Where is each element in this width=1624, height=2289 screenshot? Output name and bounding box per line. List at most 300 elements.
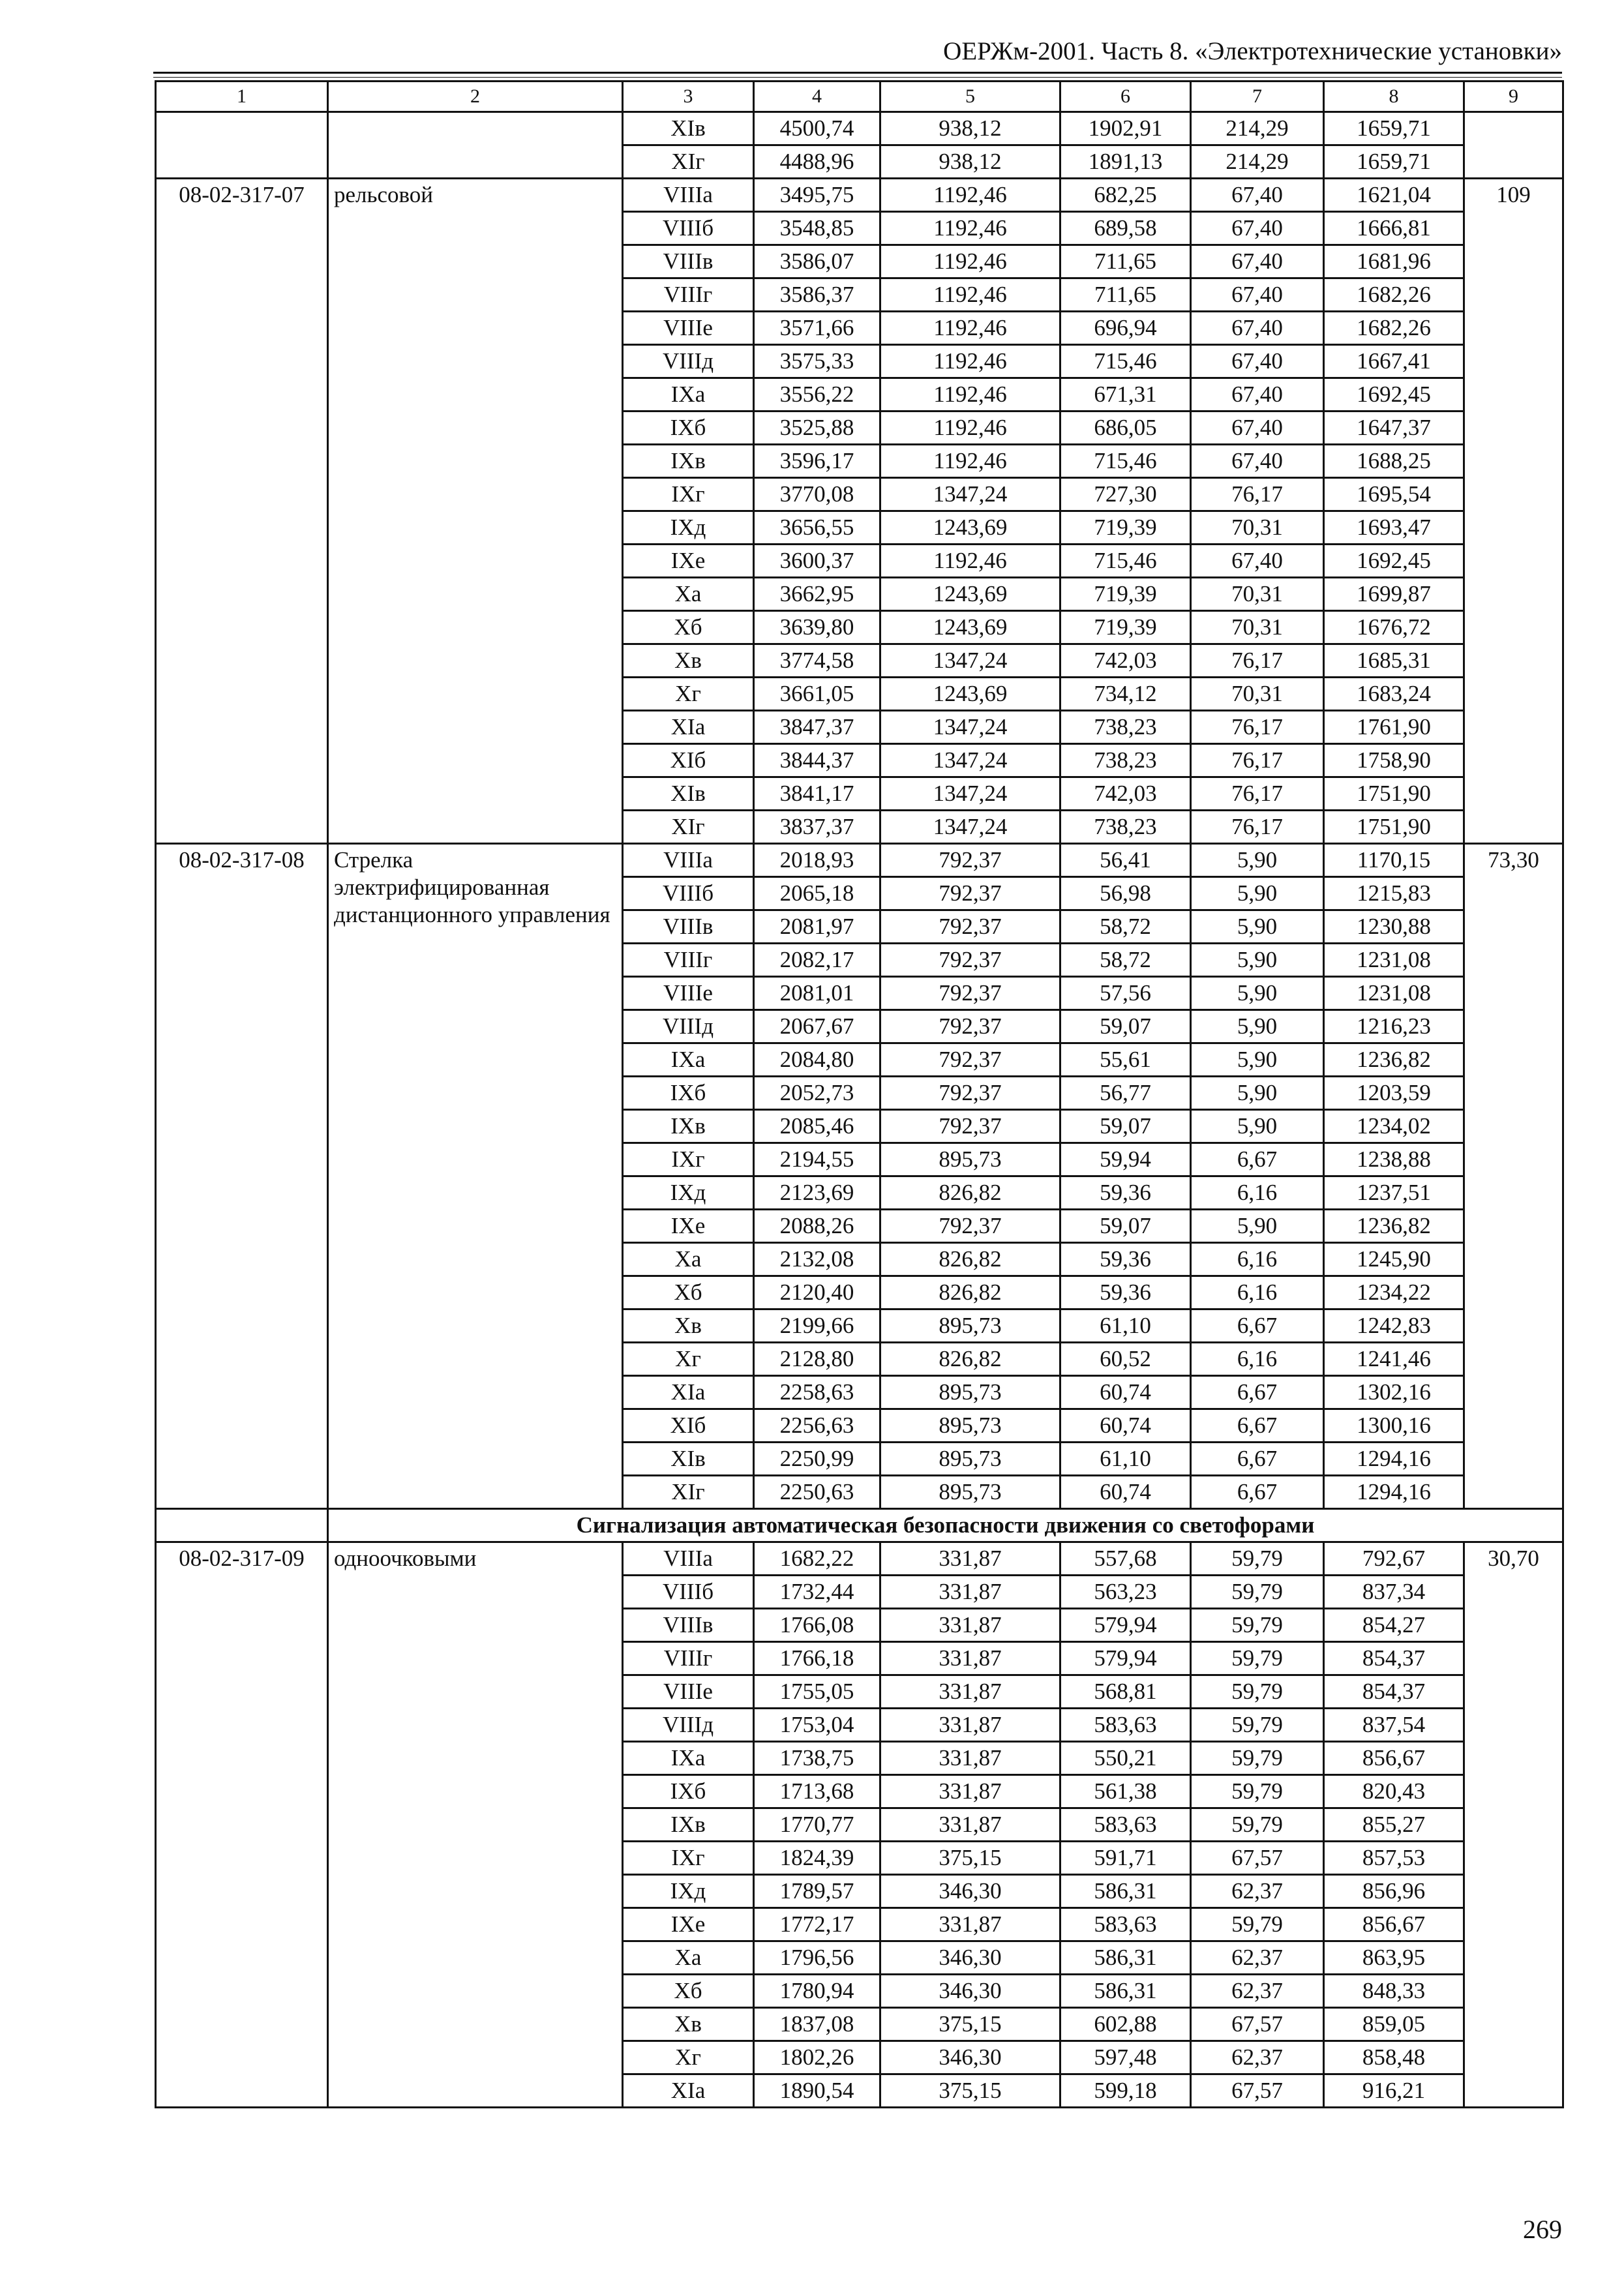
value-cell: 792,37 <box>880 844 1060 877</box>
value-cell: 857,53 <box>1324 1842 1464 1875</box>
value-cell: 59,79 <box>1191 1642 1324 1675</box>
value-cell: 3837,37 <box>754 811 880 844</box>
value-cell: 859,05 <box>1324 2008 1464 2041</box>
value-cell: 3525,88 <box>754 411 880 445</box>
value-cell: 1766,08 <box>754 1609 880 1642</box>
zone-cell: IXб <box>623 411 754 445</box>
value-cell: 1902,91 <box>1060 112 1191 145</box>
zone-cell: XIа <box>623 2074 754 2108</box>
value-cell: 67,40 <box>1191 278 1324 312</box>
zone-cell: VIIIа <box>623 179 754 212</box>
value-cell: 4500,74 <box>754 112 880 145</box>
value-cell: 1621,04 <box>1324 179 1464 212</box>
value-cell: 561,38 <box>1060 1775 1191 1808</box>
rates-table <box>155 80 1564 2108</box>
value-cell: 1692,45 <box>1324 545 1464 578</box>
value-cell: 826,82 <box>880 1243 1060 1276</box>
value-cell: 70,31 <box>1191 611 1324 644</box>
value-cell: 76,17 <box>1191 644 1324 678</box>
value-cell: 895,73 <box>880 1409 1060 1443</box>
value-cell: 58,72 <box>1060 910 1191 944</box>
work-name-cell: Стрелка электрифицированная дистанционного управления <box>328 844 623 1509</box>
value-cell: 2081,97 <box>754 910 880 944</box>
value-cell: 738,23 <box>1060 744 1191 777</box>
value-cell: 3847,37 <box>754 711 880 744</box>
value-cell: 2088,26 <box>754 1210 880 1243</box>
value-cell: 70,31 <box>1191 578 1324 611</box>
rate-code-cell: 08-02-317-08 <box>156 844 328 1509</box>
value-cell: 60,74 <box>1060 1476 1191 1509</box>
value-cell: 2084,80 <box>754 1043 880 1077</box>
value-cell: 331,87 <box>880 1742 1060 1775</box>
value-cell: 67,40 <box>1191 445 1324 478</box>
value-cell: 331,87 <box>880 1576 1060 1609</box>
value-cell: 1732,44 <box>754 1576 880 1609</box>
column-number-row <box>156 82 1563 112</box>
zone-cell: VIIIв <box>623 1609 754 1642</box>
value-cell: 1766,18 <box>754 1642 880 1675</box>
rate-code-cell: 08-02-317-07 <box>156 179 328 844</box>
value-cell: 696,94 <box>1060 312 1191 345</box>
value-cell: 60,52 <box>1060 1343 1191 1376</box>
rate-code-cell: 08-02-317-09 <box>156 1542 328 2108</box>
zone-cell: IXе <box>623 1210 754 1243</box>
zone-cell: XIг <box>623 811 754 844</box>
zone-cell: VIIIв <box>623 910 754 944</box>
value-cell: 792,67 <box>1324 1542 1464 1576</box>
value-cell: 2250,99 <box>754 1443 880 1476</box>
column-number: 6 <box>1060 82 1191 112</box>
value-cell: 1243,69 <box>880 678 1060 711</box>
value-cell: 1802,26 <box>754 2041 880 2074</box>
value-cell: 583,63 <box>1060 1808 1191 1842</box>
value-cell: 711,65 <box>1060 245 1191 278</box>
value-cell: 76,17 <box>1191 744 1324 777</box>
value-cell: 3770,08 <box>754 478 880 511</box>
value-cell: 331,87 <box>880 1675 1060 1709</box>
value-cell: 3841,17 <box>754 777 880 811</box>
value-cell: 568,81 <box>1060 1675 1191 1709</box>
value-cell: 1751,90 <box>1324 777 1464 811</box>
value-cell: 602,88 <box>1060 2008 1191 2041</box>
value-cell: 6,16 <box>1191 1176 1324 1210</box>
value-cell: 1231,08 <box>1324 944 1464 977</box>
value-cell: 1347,24 <box>880 478 1060 511</box>
value-cell: 3844,37 <box>754 744 880 777</box>
zone-cell: IXб <box>623 1775 754 1808</box>
value-cell: 6,67 <box>1191 1376 1324 1409</box>
zone-cell: IXд <box>623 511 754 545</box>
value-cell: 1824,39 <box>754 1842 880 1875</box>
column-9-cell: 73,30 <box>1464 844 1563 1509</box>
value-cell: 1237,51 <box>1324 1176 1464 1210</box>
value-cell: 375,15 <box>880 1842 1060 1875</box>
value-cell: 1667,41 <box>1324 345 1464 378</box>
column-number: 2 <box>328 82 623 112</box>
zone-cell: VIIIг <box>623 1642 754 1675</box>
value-cell: 1695,54 <box>1324 478 1464 511</box>
value-cell: 1302,16 <box>1324 1376 1464 1409</box>
zone-cell: XIб <box>623 744 754 777</box>
zone-cell: Xв <box>623 2008 754 2041</box>
value-cell: 3556,22 <box>754 378 880 411</box>
value-cell: 2258,63 <box>754 1376 880 1409</box>
value-cell: 1890,54 <box>754 2074 880 2108</box>
value-cell: 848,33 <box>1324 1975 1464 2008</box>
value-cell: 1770,77 <box>754 1808 880 1842</box>
value-cell: 3548,85 <box>754 212 880 245</box>
zone-cell: IXг <box>623 1842 754 1875</box>
value-cell: 1761,90 <box>1324 711 1464 744</box>
value-cell: 1758,90 <box>1324 744 1464 777</box>
zone-cell: IXв <box>623 1808 754 1842</box>
value-cell: 3571,66 <box>754 312 880 345</box>
value-cell: 856,67 <box>1324 1742 1464 1775</box>
value-cell: 59,79 <box>1191 1609 1324 1642</box>
value-cell: 5,90 <box>1191 844 1324 877</box>
value-cell: 1647,37 <box>1324 411 1464 445</box>
zone-cell: IXе <box>623 545 754 578</box>
value-cell: 331,87 <box>880 1808 1060 1842</box>
work-name-cell: одноочковыми <box>328 1542 623 2108</box>
value-cell: 76,17 <box>1191 711 1324 744</box>
value-cell: 854,37 <box>1324 1642 1464 1675</box>
column-9-cell: 30,70 <box>1464 1542 1563 2108</box>
value-cell: 2199,66 <box>754 1309 880 1343</box>
value-cell: 938,12 <box>880 145 1060 179</box>
zone-cell: Xг <box>623 2041 754 2074</box>
value-cell: 59,79 <box>1191 1908 1324 1941</box>
value-cell: 858,48 <box>1324 2041 1464 2074</box>
value-cell: 59,79 <box>1191 1709 1324 1742</box>
value-cell: 62,37 <box>1191 2041 1324 2074</box>
value-cell: 557,68 <box>1060 1542 1191 1576</box>
value-cell: 895,73 <box>880 1309 1060 1343</box>
value-cell: 59,79 <box>1191 1675 1324 1709</box>
value-cell: 1693,47 <box>1324 511 1464 545</box>
zone-cell: Xа <box>623 578 754 611</box>
value-cell: 2018,93 <box>754 844 880 877</box>
value-cell: 346,30 <box>880 1975 1060 2008</box>
value-cell: 346,30 <box>880 1941 1060 1975</box>
value-cell: 1685,31 <box>1324 644 1464 678</box>
value-cell: 583,63 <box>1060 1908 1191 1941</box>
zone-cell: IXа <box>623 378 754 411</box>
value-cell: 2132,08 <box>754 1243 880 1276</box>
value-cell: 6,67 <box>1191 1143 1324 1176</box>
value-cell: 579,94 <box>1060 1609 1191 1642</box>
value-cell: 5,90 <box>1191 1077 1324 1110</box>
value-cell: 895,73 <box>880 1476 1060 1509</box>
value-cell: 583,63 <box>1060 1709 1191 1742</box>
value-cell: 70,31 <box>1191 678 1324 711</box>
zone-cell: IXг <box>623 478 754 511</box>
zone-cell: IXб <box>623 1077 754 1110</box>
value-cell: 331,87 <box>880 1709 1060 1742</box>
value-cell: 826,82 <box>880 1343 1060 1376</box>
section-heading: Сигнализация автоматическая безопасности движения со светофорами <box>328 1509 1563 1542</box>
value-cell: 599,18 <box>1060 2074 1191 2108</box>
value-cell: 682,25 <box>1060 179 1191 212</box>
value-cell: 3656,55 <box>754 511 880 545</box>
value-cell: 76,17 <box>1191 811 1324 844</box>
value-cell: 67,57 <box>1191 2074 1324 2108</box>
zone-cell: VIIIв <box>623 245 754 278</box>
value-cell: 3575,33 <box>754 345 880 378</box>
value-cell: 2085,46 <box>754 1110 880 1143</box>
section-heading-row <box>156 1509 1563 1542</box>
value-cell: 591,71 <box>1060 1842 1191 1875</box>
value-cell: 62,37 <box>1191 1975 1324 2008</box>
value-cell: 67,40 <box>1191 378 1324 411</box>
value-cell: 61,10 <box>1060 1309 1191 1343</box>
zone-cell: VIIIб <box>623 877 754 910</box>
value-cell: 1192,46 <box>880 212 1060 245</box>
value-cell: 1192,46 <box>880 278 1060 312</box>
value-cell: 1230,88 <box>1324 910 1464 944</box>
value-cell: 2081,01 <box>754 977 880 1010</box>
zone-cell: VIIIг <box>623 278 754 312</box>
value-cell: 792,37 <box>880 944 1060 977</box>
value-cell: 1238,88 <box>1324 1143 1464 1176</box>
value-cell: 5,90 <box>1191 1210 1324 1243</box>
value-cell: 711,65 <box>1060 278 1191 312</box>
value-cell: 6,67 <box>1191 1409 1324 1443</box>
zone-cell: IXд <box>623 1176 754 1210</box>
value-cell: 59,36 <box>1060 1176 1191 1210</box>
value-cell: 331,87 <box>880 1908 1060 1941</box>
value-cell: 1683,24 <box>1324 678 1464 711</box>
zone-cell: Xб <box>623 1975 754 2008</box>
value-cell: 727,30 <box>1060 478 1191 511</box>
zone-cell: IXе <box>623 1908 754 1941</box>
value-cell: 826,82 <box>880 1276 1060 1309</box>
value-cell: 856,67 <box>1324 1908 1464 1941</box>
value-cell: 1772,17 <box>754 1908 880 1941</box>
value-cell: 58,72 <box>1060 944 1191 977</box>
value-cell: 1192,46 <box>880 345 1060 378</box>
header-rule-thick <box>153 72 1562 74</box>
value-cell: 586,31 <box>1060 1941 1191 1975</box>
value-cell: 67,57 <box>1191 1842 1324 1875</box>
value-cell: 895,73 <box>880 1143 1060 1176</box>
value-cell: 837,54 <box>1324 1709 1464 1742</box>
value-cell: 3639,80 <box>754 611 880 644</box>
value-cell: 1347,24 <box>880 711 1060 744</box>
value-cell: 57,56 <box>1060 977 1191 1010</box>
value-cell: 76,17 <box>1191 478 1324 511</box>
value-cell: 56,41 <box>1060 844 1191 877</box>
value-cell: 3495,75 <box>754 179 880 212</box>
value-cell: 1347,24 <box>880 744 1060 777</box>
value-cell: 2250,63 <box>754 1476 880 1509</box>
value-cell: 60,74 <box>1060 1409 1191 1443</box>
value-cell: 59,79 <box>1191 1542 1324 1576</box>
value-cell: 59,07 <box>1060 1010 1191 1043</box>
value-cell: 792,37 <box>880 877 1060 910</box>
value-cell: 67,40 <box>1191 312 1324 345</box>
value-cell: 1241,46 <box>1324 1343 1464 1376</box>
zone-cell: VIIIе <box>623 312 754 345</box>
value-cell: 67,40 <box>1191 179 1324 212</box>
value-cell: 1192,46 <box>880 411 1060 445</box>
value-cell: 6,16 <box>1191 1343 1324 1376</box>
value-cell: 1659,71 <box>1324 112 1464 145</box>
rate-code-cell <box>156 112 328 179</box>
value-cell: 62,37 <box>1191 1941 1324 1975</box>
value-cell: 3661,05 <box>754 678 880 711</box>
value-cell: 346,30 <box>880 1875 1060 1908</box>
zone-cell: VIIIб <box>623 1576 754 1609</box>
value-cell: 346,30 <box>880 2041 1060 2074</box>
column-number: 1 <box>156 82 328 112</box>
value-cell: 1203,59 <box>1324 1077 1464 1110</box>
value-cell: 715,46 <box>1060 345 1191 378</box>
value-cell: 792,37 <box>880 1010 1060 1043</box>
value-cell: 1234,02 <box>1324 1110 1464 1143</box>
value-cell: 3662,95 <box>754 578 880 611</box>
value-cell: 1192,46 <box>880 179 1060 212</box>
value-cell: 1891,13 <box>1060 145 1191 179</box>
value-cell: 67,40 <box>1191 212 1324 245</box>
value-cell: 59,07 <box>1060 1110 1191 1143</box>
work-name-cell <box>328 112 623 179</box>
value-cell: 1236,82 <box>1324 1043 1464 1077</box>
zone-cell: Xг <box>623 1343 754 1376</box>
value-cell: 6,16 <box>1191 1276 1324 1309</box>
value-cell: 856,96 <box>1324 1875 1464 1908</box>
value-cell: 1692,45 <box>1324 378 1464 411</box>
value-cell: 820,43 <box>1324 1775 1464 1808</box>
value-cell: 1234,22 <box>1324 1276 1464 1309</box>
zone-cell: XIв <box>623 112 754 145</box>
value-cell: 1192,46 <box>880 245 1060 278</box>
value-cell: 2120,40 <box>754 1276 880 1309</box>
zone-cell: VIIIе <box>623 977 754 1010</box>
value-cell: 1682,22 <box>754 1542 880 1576</box>
value-cell: 1243,69 <box>880 578 1060 611</box>
value-cell: 59,79 <box>1191 1808 1324 1842</box>
value-cell: 719,39 <box>1060 578 1191 611</box>
value-cell: 59,94 <box>1060 1143 1191 1176</box>
zone-cell: Xб <box>623 611 754 644</box>
value-cell: 67,40 <box>1191 245 1324 278</box>
value-cell: 579,94 <box>1060 1642 1191 1675</box>
zone-cell: XIа <box>623 1376 754 1409</box>
value-cell: 895,73 <box>880 1443 1060 1476</box>
value-cell: 1170,15 <box>1324 844 1464 877</box>
value-cell: 67,57 <box>1191 2008 1324 2041</box>
table-row <box>156 844 1563 877</box>
value-cell: 67,40 <box>1191 345 1324 378</box>
value-cell: 375,15 <box>880 2074 1060 2108</box>
table-body <box>156 82 1563 2108</box>
zone-cell: Xб <box>623 1276 754 1309</box>
value-cell: 3596,17 <box>754 445 880 478</box>
value-cell: 214,29 <box>1191 112 1324 145</box>
value-cell: 375,15 <box>880 2008 1060 2041</box>
column-number: 9 <box>1464 82 1563 112</box>
value-cell: 597,48 <box>1060 2041 1191 2074</box>
zone-cell: XIв <box>623 777 754 811</box>
value-cell: 3586,07 <box>754 245 880 278</box>
value-cell: 671,31 <box>1060 378 1191 411</box>
value-cell: 1796,56 <box>754 1941 880 1975</box>
value-cell: 1789,57 <box>754 1875 880 1908</box>
table-row <box>156 179 1563 212</box>
zone-cell: IXд <box>623 1875 754 1908</box>
value-cell: 1753,04 <box>754 1709 880 1742</box>
zone-cell: VIIIе <box>623 1675 754 1709</box>
value-cell: 1192,46 <box>880 545 1060 578</box>
value-cell: 1676,72 <box>1324 611 1464 644</box>
header-rule-thin <box>153 77 1562 78</box>
zone-cell: VIIIд <box>623 345 754 378</box>
value-cell: 1713,68 <box>754 1775 880 1808</box>
value-cell: 916,21 <box>1324 2074 1464 2108</box>
value-cell: 1192,46 <box>880 378 1060 411</box>
value-cell: 1242,83 <box>1324 1309 1464 1343</box>
value-cell: 1294,16 <box>1324 1476 1464 1509</box>
work-name-cell: рельсовой <box>328 179 623 844</box>
value-cell: 56,98 <box>1060 877 1191 910</box>
value-cell: 1300,16 <box>1324 1409 1464 1443</box>
value-cell: 1780,94 <box>754 1975 880 2008</box>
value-cell: 59,36 <box>1060 1276 1191 1309</box>
value-cell: 563,23 <box>1060 1576 1191 1609</box>
value-cell: 331,87 <box>880 1642 1060 1675</box>
value-cell: 2123,69 <box>754 1176 880 1210</box>
value-cell: 6,16 <box>1191 1243 1324 1276</box>
value-cell: 1215,83 <box>1324 877 1464 910</box>
value-cell: 586,31 <box>1060 1975 1191 2008</box>
value-cell: 689,58 <box>1060 212 1191 245</box>
column-number: 8 <box>1324 82 1464 112</box>
value-cell: 1216,23 <box>1324 1010 1464 1043</box>
value-cell: 1245,90 <box>1324 1243 1464 1276</box>
value-cell: 1347,24 <box>880 811 1060 844</box>
value-cell: 5,90 <box>1191 944 1324 977</box>
value-cell: 6,67 <box>1191 1309 1324 1343</box>
value-cell: 5,90 <box>1191 1110 1324 1143</box>
page-number: 269 <box>1523 2215 1562 2244</box>
value-cell: 854,37 <box>1324 1675 1464 1709</box>
zone-cell: Xа <box>623 1941 754 1975</box>
value-cell: 2065,18 <box>754 877 880 910</box>
value-cell: 1192,46 <box>880 445 1060 478</box>
zone-cell: VIIIа <box>623 1542 754 1576</box>
value-cell: 1192,46 <box>880 312 1060 345</box>
value-cell: 550,21 <box>1060 1742 1191 1775</box>
zone-cell: IXа <box>623 1043 754 1077</box>
zone-cell: VIIIб <box>623 212 754 245</box>
value-cell: 331,87 <box>880 1775 1060 1808</box>
zone-cell: Xв <box>623 1309 754 1343</box>
value-cell: 70,31 <box>1191 511 1324 545</box>
value-cell: 1699,87 <box>1324 578 1464 611</box>
value-cell: 895,73 <box>880 1376 1060 1409</box>
value-cell: 2194,55 <box>754 1143 880 1176</box>
value-cell: 1738,75 <box>754 1742 880 1775</box>
value-cell: 59,36 <box>1060 1243 1191 1276</box>
zone-cell: IXг <box>623 1143 754 1176</box>
column-number: 3 <box>623 82 754 112</box>
value-cell: 719,39 <box>1060 611 1191 644</box>
zone-cell: XIв <box>623 1443 754 1476</box>
value-cell: 837,34 <box>1324 1576 1464 1609</box>
value-cell: 6,67 <box>1191 1476 1324 1509</box>
value-cell: 738,23 <box>1060 811 1191 844</box>
